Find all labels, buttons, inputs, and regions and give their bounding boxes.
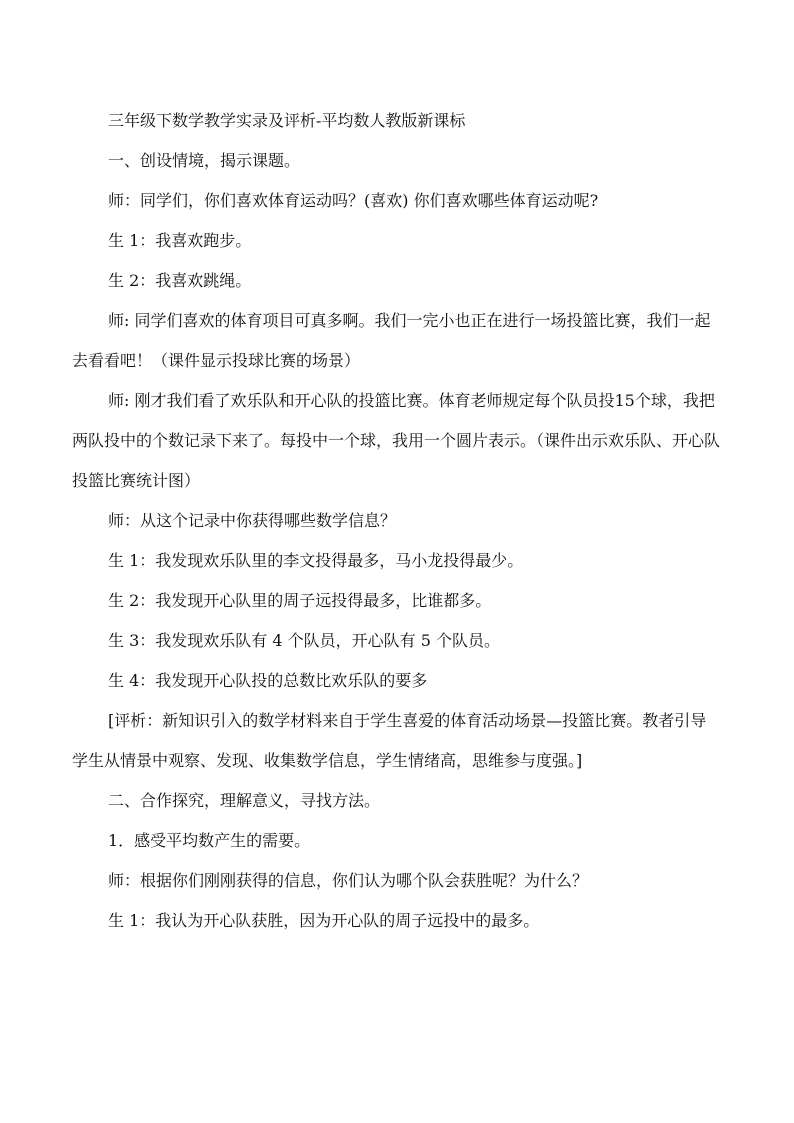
dialogue-line: 师：从这个记录中你获得哪些数学信息？	[108, 511, 397, 530]
dialogue-line: 生 1：我认为开心队获胜，因为开心队的周子远投中的最多。	[108, 911, 540, 930]
dialogue-line: 生 4：我发现开心队投的总数比欢乐队的要多	[108, 671, 428, 690]
dialogue-line: 师：根据你们刚刚获得的信息，你们认为哪个队会获胜呢？为什么？	[108, 871, 589, 890]
dialogue-line: 生 2：我发现开心队里的周子远投得最多，比谁都多。	[108, 591, 492, 610]
dialogue-line: 生 3：我发现欢乐队有 4 个队员，开心队有 5 个队员。	[108, 631, 500, 650]
subsection-heading: 1．感受平均数产生的需要。	[108, 831, 311, 850]
document-title: 三年级下数学教学实录及评析-平均数人教版新课标	[108, 111, 466, 130]
dialogue-line: 生 2：我喜欢跳绳。	[108, 271, 252, 290]
commentary-paragraph: [评析：新知识引入的数学材料来自于学生喜爱的体育活动场景—投篮比赛。教者引导学生从情景中观察、发现、收集数学信息，学生情绪高，思维参与度强。]	[72, 711, 707, 770]
dialogue-line: 师: 刚才我们看了欢乐队和开心队的投篮比赛。体育老师规定每个队员投15个球，我把两队投中的个数记录下来了。每投中一个球，我用一个圆片表示。（课件出示欢乐队、开心队投篮比赛统计图）	[72, 391, 721, 490]
document-body	[72, 101, 722, 941]
section-heading-1: 一、创设情境，揭示课题。	[108, 151, 301, 170]
dialogue-line: 生 1：我喜欢跑步。	[108, 231, 252, 250]
section-heading-2: 二、合作探究，理解意义，寻找方法。	[108, 791, 381, 810]
dialogue-line: 生 1：我发现欢乐队里的李文投得最多，马小龙投得最少。	[108, 551, 524, 570]
dialogue-line: 师: 同学们喜欢的体育项目可真多啊。我们一完小也正在进行一场投篮比赛，我们一起去看看吧！（课件显示投球比赛的场景）	[72, 311, 711, 370]
dialogue-line: 师：同学们，你们喜欢体育运动吗？(喜欢) 你们喜欢哪些体育运动呢?	[108, 191, 599, 210]
